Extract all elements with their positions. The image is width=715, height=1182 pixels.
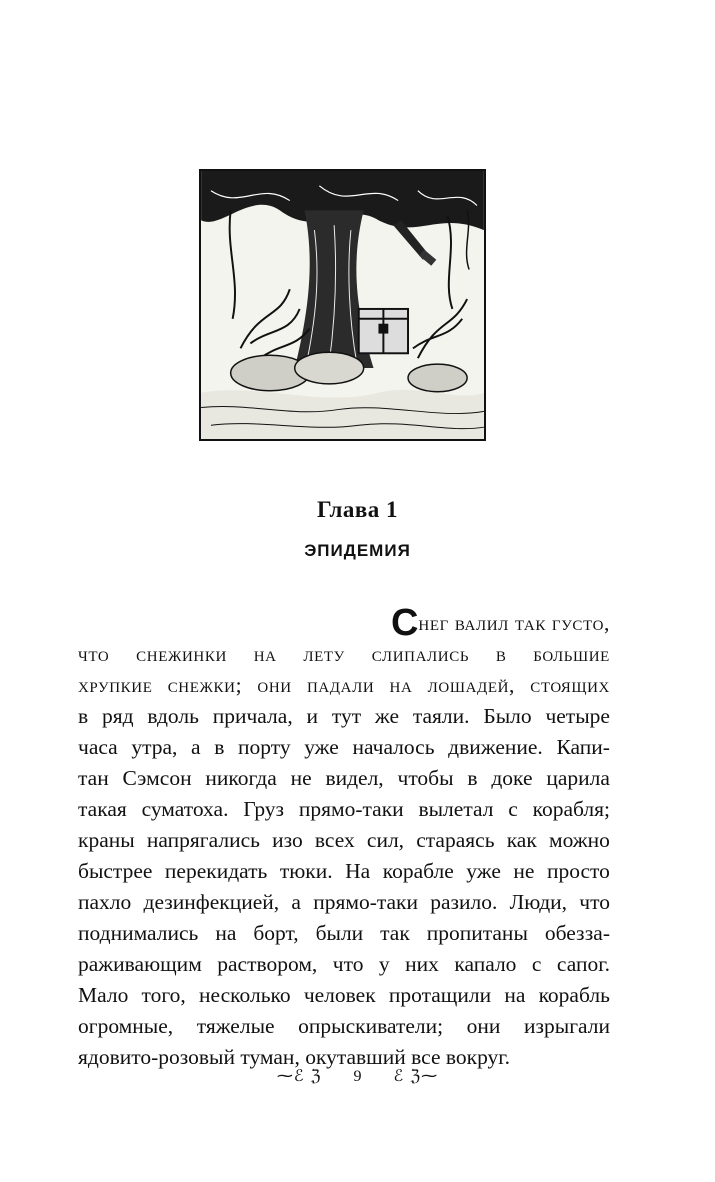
text-word: краны bbox=[78, 828, 135, 852]
text-word: корабль bbox=[538, 983, 610, 1007]
text-word: можно bbox=[548, 828, 610, 852]
text-word: ряд bbox=[101, 704, 134, 728]
text-word: тан bbox=[78, 766, 109, 790]
text-word: Груз bbox=[243, 797, 285, 821]
text-word: быстрее bbox=[78, 859, 153, 883]
text-line bbox=[78, 918, 610, 949]
ornament-left-icon: ⁓ℰ ℨ bbox=[276, 1066, 322, 1085]
text-line bbox=[78, 949, 610, 980]
text-word: Было bbox=[483, 704, 532, 728]
text-word: в bbox=[214, 735, 225, 759]
text-word: пахло bbox=[78, 890, 132, 914]
text-word: снежинки bbox=[136, 642, 227, 666]
text-word: Сэмсон bbox=[122, 766, 192, 790]
text-word: как bbox=[506, 828, 537, 852]
chapter-body-text bbox=[78, 602, 610, 1073]
text-word: не bbox=[513, 859, 535, 883]
text-line bbox=[78, 980, 610, 1011]
text-word: протащили bbox=[388, 983, 492, 1007]
text-word: а bbox=[291, 890, 301, 914]
text-word: всех bbox=[314, 828, 355, 852]
page-footer bbox=[0, 1066, 715, 1086]
text-word: четыре bbox=[545, 704, 610, 728]
text-word: видел, bbox=[325, 766, 384, 790]
text-word: них bbox=[405, 952, 439, 976]
text-word: причала, bbox=[212, 704, 293, 728]
text-word: у bbox=[378, 952, 390, 976]
text-word: дезинфекцией, bbox=[143, 890, 280, 914]
text-word: так bbox=[380, 921, 410, 945]
text-word: в bbox=[467, 766, 478, 790]
text-word: борт, bbox=[253, 921, 299, 945]
ornament-right-icon: ℰ ℨ⁓ bbox=[393, 1066, 439, 1085]
text-line bbox=[78, 670, 610, 701]
text-line bbox=[78, 1011, 610, 1042]
text-word: движение. bbox=[448, 735, 543, 759]
text-word: же bbox=[374, 704, 400, 728]
text-word: они bbox=[466, 1014, 501, 1038]
text-word: ядовито-розовый туман, окутавший все вокруг. bbox=[78, 1045, 511, 1069]
text-word: царила bbox=[546, 766, 610, 790]
text-line bbox=[78, 639, 610, 670]
text-line bbox=[78, 763, 610, 794]
text-word: разило. bbox=[430, 890, 498, 914]
text-word: вылетал bbox=[418, 797, 494, 821]
text-word: уже bbox=[304, 735, 339, 759]
text-word: падали bbox=[306, 673, 375, 697]
text-word: с bbox=[531, 952, 542, 976]
text-word: таяли. bbox=[412, 704, 470, 728]
text-line bbox=[78, 732, 610, 763]
text-word: изо bbox=[272, 828, 303, 852]
page-number: 9 bbox=[353, 1068, 362, 1085]
text-word: того, bbox=[141, 983, 186, 1007]
text-word: никогда bbox=[205, 766, 277, 790]
text-word: слипались bbox=[371, 642, 470, 666]
text-word: изрыгали bbox=[524, 1014, 610, 1038]
text-word: такая bbox=[78, 797, 127, 821]
text-line bbox=[78, 602, 610, 644]
text-word: корабле bbox=[382, 859, 454, 883]
text-word: огромные, bbox=[78, 1014, 174, 1038]
text-word: что bbox=[78, 642, 110, 666]
chapter-number: Глава 1 bbox=[316, 497, 399, 522]
text-word: пропитаны bbox=[426, 921, 528, 945]
jungle-tree-chest-illustration bbox=[199, 169, 486, 441]
text-word: были bbox=[315, 921, 364, 945]
text-word: началось bbox=[352, 735, 435, 759]
text-word: суматоха. bbox=[141, 797, 229, 821]
text-word: лету bbox=[303, 642, 345, 666]
text-word: тут bbox=[331, 704, 362, 728]
text-word: человек bbox=[303, 983, 376, 1007]
text-word: доке bbox=[491, 766, 533, 790]
text-word: прямо-таки bbox=[313, 890, 418, 914]
text-word: стараясь bbox=[416, 828, 495, 852]
text-word: поднимались bbox=[78, 921, 199, 945]
text-word: не bbox=[290, 766, 312, 790]
text-word: на bbox=[389, 673, 413, 697]
text-word: Капи- bbox=[556, 735, 610, 759]
text-word: лошадей, bbox=[427, 673, 515, 697]
text-word: прямо-таки bbox=[298, 797, 404, 821]
text-word: чтобы bbox=[397, 766, 454, 790]
text-word: с bbox=[508, 797, 518, 821]
text-word: Мало bbox=[78, 983, 129, 1007]
text-word: большие bbox=[533, 642, 610, 666]
text-word: хрупкие bbox=[78, 673, 153, 697]
text-word: и bbox=[306, 704, 319, 728]
text-word: раствором, bbox=[217, 952, 318, 976]
text-word: корабля; bbox=[532, 797, 610, 821]
chapter-title: ЭПИДЕМИЯ bbox=[304, 541, 411, 560]
text-word: опрыскиватели; bbox=[298, 1014, 444, 1038]
text-word: в bbox=[78, 704, 89, 728]
text-word: несколько bbox=[199, 983, 291, 1007]
text-word: вдоль bbox=[147, 704, 199, 728]
text-word: на bbox=[504, 983, 526, 1007]
text-line bbox=[78, 825, 610, 856]
text-word: обезза- bbox=[544, 921, 610, 945]
text-word: на bbox=[215, 921, 237, 945]
text-word: а bbox=[191, 735, 201, 759]
text-word: в bbox=[495, 642, 507, 666]
text-line bbox=[78, 794, 610, 825]
text-word: перекидать bbox=[164, 859, 268, 883]
text-word: тюки. bbox=[279, 859, 333, 883]
text-word: просто bbox=[546, 859, 610, 883]
text-word: сил, bbox=[366, 828, 405, 852]
text-line bbox=[78, 887, 610, 918]
text-word: нег валил так густо, bbox=[418, 611, 610, 635]
text-word: порту bbox=[238, 735, 291, 759]
text-line bbox=[78, 856, 610, 887]
text-word: на bbox=[253, 642, 277, 666]
text-line bbox=[78, 701, 610, 732]
text-word: что bbox=[332, 952, 364, 976]
text-word: они bbox=[257, 673, 292, 697]
text-word: часа bbox=[78, 735, 118, 759]
text-word: сапог. bbox=[556, 952, 610, 976]
text-word: утра, bbox=[131, 735, 178, 759]
text-word: что bbox=[579, 890, 610, 914]
text-word: стоящих bbox=[530, 673, 610, 697]
text-word: уже bbox=[466, 859, 501, 883]
text-word: снежки; bbox=[167, 673, 243, 697]
drop-cap: С bbox=[390, 602, 419, 644]
text-word: капало bbox=[454, 952, 517, 976]
text-word: раживающим bbox=[78, 952, 202, 976]
text-word: Люди, bbox=[509, 890, 568, 914]
text-word: На bbox=[345, 859, 371, 883]
text-word: тяжелые bbox=[196, 1014, 275, 1038]
text-word: напрягались bbox=[146, 828, 260, 852]
